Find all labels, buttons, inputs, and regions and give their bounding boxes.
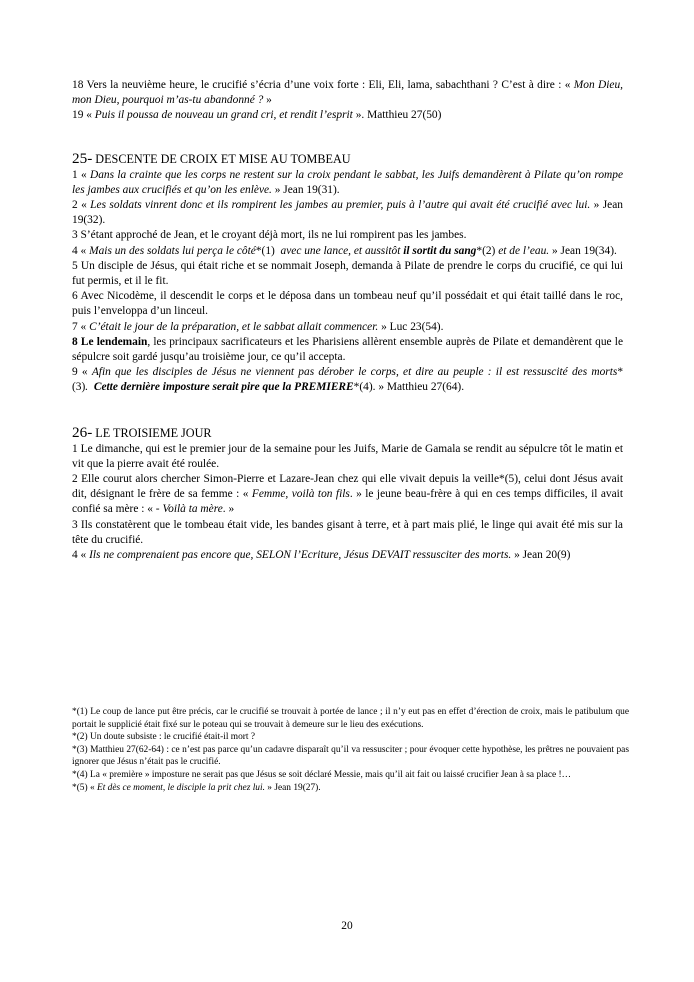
item-4-prefix: 4 « (72, 244, 90, 257)
item-8-text: , les principaux sacrificateurs et les Pharisiens allèrent ensemble auprès de Pilate et demandèrent que le sépulcre soit gardé jusqu’au troisième jour, ce qu’il accepta. (72, 335, 623, 364)
item-1-suffix: » Jean 19(31). (271, 183, 340, 196)
verse-18-prefix: 18 Vers la neuvième heure, le crucifié s’écria d’une voix forte : Eli, Eli, lama, sabachthani ? C’est à dire : « (72, 79, 574, 91)
footnote-4: *(4) La « première » imposture ne serait pas que Jésus se soit déclaré Messie, mais qu’il ait fait ou laissé crucifier Jean à sa place !… (72, 769, 572, 780)
verse-19-suffix: ». Matthieu 27(50) (352, 109, 442, 122)
item-7-prefix: 7 « (72, 320, 90, 333)
item-2-text-b: , celui dont Jésus avait dit, désignant le frère de sa femme : « (72, 473, 624, 501)
item-7-suffix: » Luc 23(54). (378, 320, 444, 333)
item-4-quote: Ils ne comprenaient pas encore que, SELON l’Ecriture, Jésus DEVAIT ressusciter des morts. (89, 549, 512, 562)
footnote-5-suffix: » Jean 19(27). (264, 782, 321, 793)
item-2-quote-a: Femme, voilà ton fils (251, 488, 350, 501)
item-4-prefix: 4 « (72, 549, 90, 562)
item-4-footnote-ref-1: *(1) (255, 244, 275, 257)
section-heading-26 (72, 424, 623, 442)
footnote-1: *(1) Le coup de lance put être précis, car le crucifié se trouvait à portée de lance ; il n’y eut pas en effet d’érection de croix, mais le patibulum que portait le supplicié était fixé sur le poteau qui se trouvait à demeure sur le lieu des exécutions. (72, 707, 629, 730)
section-26-number: 26- (72, 423, 93, 441)
section25-item-9 (72, 365, 623, 395)
verse-19-prefix: 19 « (72, 109, 95, 122)
section26-item-2 (72, 472, 623, 518)
section25-item-2 (72, 198, 623, 228)
item-9-emphasis: Cette dernière imposture serait pire que la PREMIERE (93, 381, 354, 394)
item-1-prefix: 1 « (72, 168, 91, 181)
section26-item-4 (72, 548, 623, 563)
item-2-text-c: . » le jeune beau-frère à qui en ces temps difficiles, il avait confié sa mère : « - (72, 488, 623, 516)
section25-item-5: 5 Un disciple de Jésus, qui était riche et se nommait Joseph, demanda à Pilate de prendre le corps du crucifié, ce qui lui fut permis, et il le fit. (72, 259, 623, 288)
item-7-quote: C’était le jour de la préparation, et le sabbat allait commencer. (89, 320, 379, 333)
spacer (72, 396, 623, 424)
section26-item-3: 3 Ils constatèrent que le tombeau était vide, les bandes gisant à terre, et à part mais plié, le linge qui avait été mis sur la tête du crucifié. (72, 518, 623, 546)
verse-18-suffix: » (263, 94, 272, 107)
item-2-text-d: . » (222, 503, 235, 516)
item-4-suffix: » Jean 20(9) (511, 549, 571, 562)
paragraph-verse-18-19 (72, 78, 623, 108)
item-2-footnote-ref-5: *(5) (499, 473, 519, 486)
item-2-text-a: 2 Elle courut alors chercher Simon-Pierre et Lazare-Jean chez qui elle vivait depuis la veille (72, 473, 500, 486)
item-2-suffix: » Jean 19(32). (72, 199, 623, 227)
page-number: 20 (341, 920, 353, 932)
item-2-quote-b: Voilà ta mère (162, 503, 223, 516)
item-4-quote-b: avec une lance, et aussitôt (274, 244, 404, 257)
paragraph-verse-19 (72, 108, 623, 123)
section-26-title: LE TROISIEME JOUR (92, 425, 212, 440)
section25-item-8 (72, 335, 623, 365)
section25-item-1 (72, 168, 623, 198)
section25-item-7 (72, 320, 623, 335)
item-4-quote-a: Mais un des soldats lui perça le côté (89, 244, 256, 257)
section-25-title: DESCENTE DE CROIX ET MISE AU TOMBEAU (92, 151, 351, 166)
section26-item-1: 1 Le dimanche, qui est le premier jour de la semaine pour les Juifs, Marie de Gamala se rendit au sépulcre tôt le matin et vit que la pierre avait été roulée. (72, 442, 623, 470)
item-9-separator: . (85, 381, 94, 394)
item-9-prefix: 9 « (72, 366, 92, 379)
item-4-footnote-ref-2: *(2) (476, 244, 496, 257)
section25-item-4 (72, 244, 623, 259)
item-8-emphasis: Le lendemain (77, 335, 148, 348)
item-8-number: 8 (72, 335, 78, 348)
item-9-footnote-ref-3: *(3) (72, 366, 624, 394)
footnote-5-prefix: *(5) « (72, 782, 97, 793)
verse-19-quote: Puis il poussa de nouveau un grand cri, et rendit l’esprit (94, 109, 353, 122)
item-2-quote: Les soldats vinrent donc et ils rompirent les jambes au premier, puis à l’autre qui avait été crucifié avec lui. (90, 199, 591, 212)
item-9-quote-a: Afin que les disciples de Jésus ne viennent pas dérober le corps, et dire au peuple : il est ressuscité des morts (91, 366, 618, 379)
item-9-suffix: . » Matthieu 27(64). (372, 381, 465, 394)
footnotes-block (72, 706, 629, 794)
section-heading-25 (72, 150, 623, 168)
footnote-5 (72, 782, 629, 795)
item-2-prefix: 2 « (72, 199, 91, 212)
item-4-emphasis: il sortit du sang (403, 244, 477, 257)
section25-item-6: 6 Avec Nicodème, il descendit le corps et le déposa dans un tombeau neuf qu’il possédait et qui était taillé dans le roc, puis l’enveloppa d’un linceul. (72, 290, 623, 318)
footnote-5-quote: Et dès ce moment, le disciple la prit chez lui. (97, 782, 265, 793)
footnote-2: *(2) Un doute subsiste : le crucifié était-il mort ? (72, 732, 256, 743)
item-4-quote-c: et de l’eau. (498, 244, 550, 257)
section25-item-3: 3 S’étant approché de Jean, et le croyant déjà mort, ils ne lui rompirent pas les jambes. (72, 229, 467, 242)
item-4-suffix: » Jean 19(34). (549, 244, 617, 257)
spacer (72, 124, 623, 150)
item-1-quote: Dans la crainte que les corps ne restent sur la croix pendant le sabbat, les Juifs demandèrent à Pilate qu’on rompe les jambes aux crucifiés et qu’on les enlève. (72, 168, 623, 196)
footnote-3: *(3) Matthieu 27(62-64) : ce n’est pas parce qu’un cadavre disparaît qu’il va ressusciter ; pour évoquer cette hypothèse, les prêtres ne pouvaient pas ignorer que Jésus n’était pas le crucifié. (72, 744, 629, 768)
item-9-footnote-ref-4: *(4) (353, 381, 373, 394)
main-text-column (72, 78, 623, 563)
verse-18-quote: Mon Dieu, mon Dieu, pourquoi m’as-tu abandonné ? (72, 79, 624, 107)
section-25-number: 25- (72, 149, 93, 167)
